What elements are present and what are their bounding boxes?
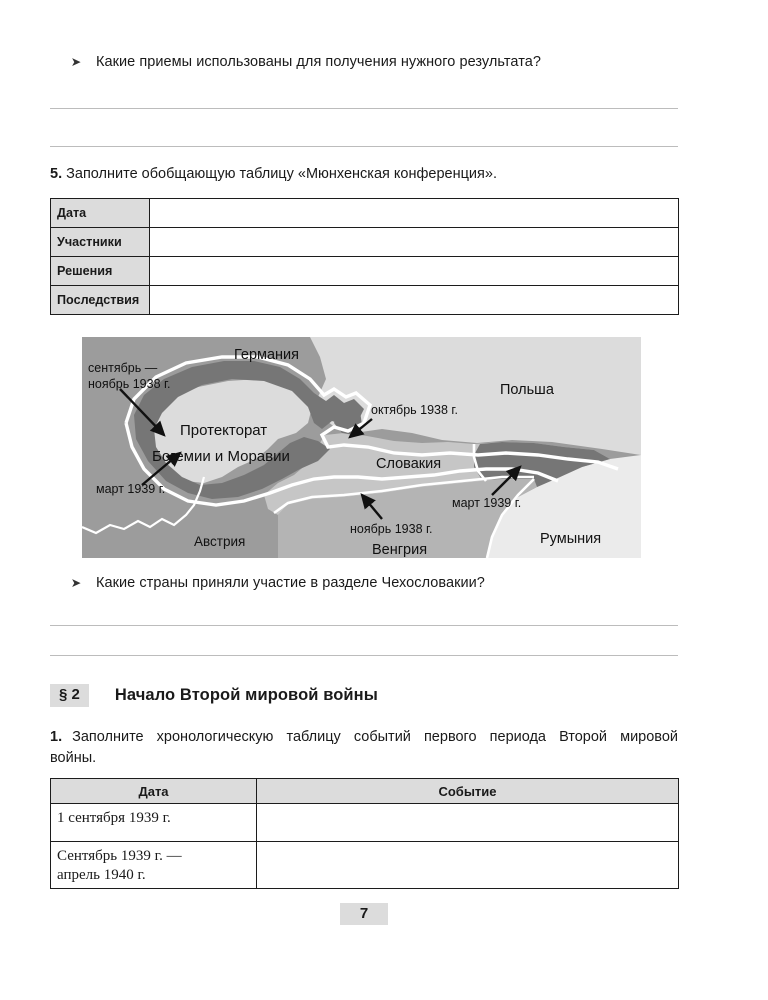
munich-row-value-consequences[interactable]: [150, 286, 679, 315]
bullet-question-2: [70, 574, 485, 593]
czechoslovakia-partition-map: [82, 337, 641, 558]
table-row: [51, 804, 679, 842]
map-label-romania: Румыния: [540, 531, 602, 547]
page-number: 7: [340, 903, 388, 925]
task-1-line: [50, 727, 678, 769]
munich-row-label-consequences: Последствия: [51, 286, 150, 315]
table-row: [51, 286, 679, 315]
map-label-protectorate-line1: Протекторат: [180, 422, 268, 439]
chronology-header-date: Дата: [51, 779, 257, 804]
bullet-arrow-icon: ➤: [70, 576, 82, 590]
task-1-text: Заполните хронологическую таблицу событий первого периода Второй мировой: [72, 729, 679, 745]
section-badge: § 2: [50, 684, 89, 707]
chronology-header-event: Событие: [257, 779, 679, 804]
map-annotation-carpathian-march: март 1939 г.: [452, 496, 522, 510]
task-5-text: Заполните обобщающую таблицу «Мюнхенская конференция».: [66, 166, 497, 182]
bullet-question-1-text: Какие приемы использованы для получения нужного результата?: [96, 54, 541, 70]
map-svg: [82, 337, 641, 558]
munich-row-label-date: Дата: [51, 199, 150, 228]
bullet-question-2-text: Какие страны приняли участие в разделе Чехословакии?: [96, 575, 485, 591]
munich-row-value-date[interactable]: [150, 199, 679, 228]
map-annotation-protectorate-march: март 1939 г.: [96, 482, 166, 496]
map-label-slovakia: Словакия: [376, 456, 442, 472]
task-1-text-line2: войны.: [50, 750, 97, 766]
map-annotation-sudetenland-line1: сентябрь —: [88, 361, 158, 375]
task-5-number: 5.: [50, 166, 63, 182]
table-row: [51, 257, 679, 286]
map-label-austria: Австрия: [194, 534, 246, 549]
section-heading: [50, 684, 378, 707]
answer-rule-3: [50, 625, 678, 626]
map-label-protectorate-line2: Богемии и Моравии: [152, 448, 290, 465]
munich-row-value-participants[interactable]: [150, 228, 679, 257]
table-row: [51, 199, 679, 228]
task-1-number: 1.: [50, 729, 63, 745]
map-label-poland: Польша: [500, 382, 554, 398]
map-label-hungary: Венгрия: [372, 542, 428, 558]
task-5-line: [50, 164, 497, 185]
chronology-table: [50, 778, 679, 889]
table-row: [51, 842, 679, 889]
munich-conference-table: [50, 198, 679, 315]
table-row: [51, 228, 679, 257]
chronology-row-2-event[interactable]: [257, 842, 679, 889]
bullet-arrow-icon: ➤: [70, 55, 82, 69]
map-label-germany: Германия: [234, 347, 300, 363]
table-header-row: [51, 779, 679, 804]
bullet-question-1: [70, 53, 541, 72]
answer-rule-4: [50, 655, 678, 656]
munich-row-label-decisions: Решения: [51, 257, 150, 286]
answer-rule-2: [50, 146, 678, 147]
answer-rule-1: [50, 108, 678, 109]
map-annotation-sudetenland-line2: ноябрь 1938 г.: [88, 377, 171, 391]
chronology-row-1-date: 1 сентября 1939 г.: [51, 804, 257, 842]
map-annotation-hungary-november: ноябрь 1938 г.: [350, 522, 433, 536]
chronology-row-1-event[interactable]: [257, 804, 679, 842]
chronology-row-2-date: Сентябрь 1939 г. — апрель 1940 г.: [51, 842, 257, 889]
munich-row-label-participants: Участники: [51, 228, 150, 257]
section-title: Начало Второй мировой войны: [114, 686, 378, 704]
map-annotation-teschen: октябрь 1938 г.: [371, 403, 458, 417]
munich-row-value-decisions[interactable]: [150, 257, 679, 286]
